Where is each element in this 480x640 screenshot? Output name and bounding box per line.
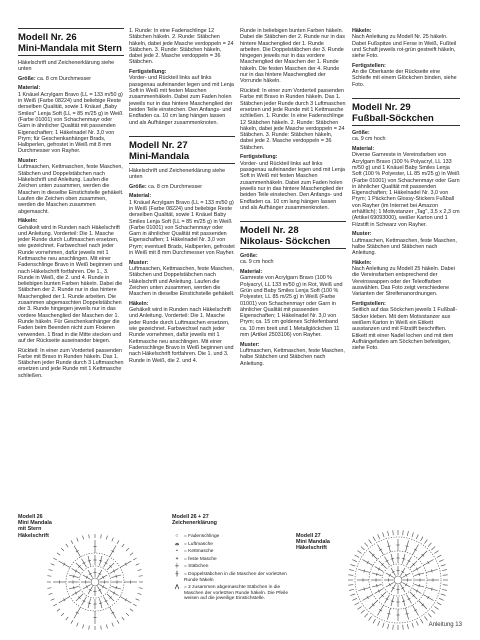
model-28-muster: Muster: Luftmaschen, Kettmaschen, feste Maschen, halbe Stäbchen und Stäbchen nach Anleitung. — [240, 341, 345, 367]
model-26-subtitle: Mini-Mandala mit Stern — [18, 43, 124, 56]
stitch-mark — [437, 603, 441, 606]
stitch-mark — [403, 530, 404, 535]
stitch-mark — [355, 555, 359, 558]
stitch-mark — [361, 547, 365, 550]
stitch-mark — [388, 531, 389, 536]
stitch-mark — [61, 548, 64, 551]
stitch-mark — [358, 551, 362, 554]
legend-symbol-icon: ⋀ — [175, 585, 179, 591]
stitch-mark — [361, 610, 365, 613]
stitch-mark — [369, 616, 372, 620]
stitch-mark — [434, 606, 438, 609]
model-29-haekeln: Häkeln: Nach Anleitung zu Modell 25 häkeln. Dabei die Vereinsfarben entsprechend der Vereinswappen oder der Teleoffarben auswählen. Das Foto zeigt verschiedene Varianten der Streifenanordnungen. — [352, 259, 455, 298]
model-26-rounds: 1. Runde: In eine Fadenschlinge 12 Stäbchen häkeln. 2. Runde: Stäbchen häkeln, dabei jede Masche verdoppeln = 24 Stäbchen. 3. Runde: Stäbchen häkeln, dabei jede 2. Masche verdoppeln = 36 Stäbchen. — [129, 28, 234, 66]
model-27-reference: Häkelschrift und Zeichenerklärung siehe unten — [129, 167, 226, 181]
page-footer: Anleitung 13 — [428, 622, 462, 628]
stitch-mark — [349, 570, 354, 571]
column-3 — [240, 28, 346, 370]
stitch-mark — [122, 544, 124, 547]
stitch-crossbar — [431, 588, 432, 591]
model-26-heading — [18, 28, 124, 56]
stitch-mark — [57, 553, 60, 555]
stitch-mark — [442, 589, 447, 590]
stitch-mark — [434, 551, 438, 554]
model-29-muster: Muster: Luftmaschen, Kettmaschen, feste Maschen, halbe Stäbchen und Stäbchen nach Anleitung. — [352, 231, 457, 257]
stitch-mark — [139, 576, 143, 577]
legend-text: = Luftmasche — [184, 541, 213, 547]
stitch-crossbar — [364, 588, 365, 591]
stitch-crossbar — [73, 586, 74, 589]
stitch-mark — [407, 624, 408, 629]
stitch-mark — [443, 585, 448, 586]
stitch-mark — [112, 538, 114, 542]
legend-row — [172, 534, 292, 540]
stitch-mark — [106, 536, 107, 540]
stitch-mark — [365, 543, 368, 547]
legend-row — [172, 542, 292, 548]
legend-symbol-icon: ╪ — [175, 564, 179, 570]
model-29-size: Größe: ca. 9 cm hoch — [352, 130, 386, 143]
stitch-mark — [407, 531, 408, 536]
legend-text: = Fadenschlinge — [184, 534, 220, 539]
model-26-fertigstellung: Fertigstellung: Vorder- und Rückteil links auf links passgenau aufeinander legen und mit Lenja Soft in Weiß mit festen Maschen zusammenhäkeln. Dabei zum Faden holen jeweils nur in das hintere Maschenglied der beiden Teile einstechen. Den Anfangs- und Endfaden ca. 10 cm lang hängen lassen und als Aufhänger zusammenknoten. — [129, 69, 234, 126]
stitch-mark — [349, 589, 354, 590]
stitch-mark — [77, 623, 79, 627]
stitch-mark — [130, 553, 133, 555]
model-27-material: Material: 1 Knäuel Acrylgarn Bravo (LL = 133 m/50 g) in Weiß (Farbe 08224) und beliebige Reste derselben Qualität, sowie 1 Knäuel Baby Smiles Lenja Soft (LL = 85 m/25 g) in Weiß (Farbe 01001) von Schachenmayr oder Garn in ähnlicher Qualität mit passenden Eigenschaften; 1 Häkelnadel Nr. 3,0 von Prym; eventuell Brads, Halbperlen, gefrostet in Weiß mit 8 mm Durchmesser von Rayher. — [129, 193, 235, 256]
stitch-mark — [89, 626, 90, 630]
stitch-mark — [416, 621, 418, 626]
stitch-mark — [83, 536, 84, 540]
stitch-mark — [71, 620, 73, 623]
model-27-size: Größe: ca. 8 cm Durchmesser — [129, 183, 203, 190]
legend-symbol-icon: + — [175, 556, 179, 562]
model-28-fertigstellen: Fertigstellen: An die Oberkante der Rückseite eine Schleife mit einem Glöckchen binden, siehe Foto. — [352, 62, 457, 88]
model-27-fertigstellung: Fertigstellung: Vorder- und Rückteil links auf links passgenau aufeinander legen und mit Lenja Soft in Weiß mit festen Maschen zusammenhäkeln. Dabei zum Faden holen jeweils nur in das hintere Maschenglied der beiden Teile einstechen. Den Anfangs- und Endfaden ca. 10 cm lang hängen lassen und als Aufhänger zusammenknoten. — [240, 154, 345, 211]
stitch-mark — [61, 613, 64, 616]
stitch-mark — [412, 623, 414, 628]
stitch-mark — [126, 548, 129, 551]
legend-symbol-icon: ○ — [175, 534, 179, 539]
stitch-mark — [421, 619, 424, 623]
stitch-crossbar — [364, 569, 365, 572]
stitch-mark — [378, 534, 380, 539]
model-26-size: Größe: ca. 8 cm Durchmesser — [18, 75, 92, 82]
stitch-mark — [77, 538, 79, 542]
stitch-mark — [365, 613, 368, 617]
stitch-mark — [133, 558, 136, 560]
model-29-heading — [352, 98, 460, 126]
stitch-mark — [383, 623, 385, 628]
stitch-crossbar — [376, 584, 377, 587]
model-26-material: Material: 1 Knäuel Acrylgarn Bravo (LL = 133 m/50 g) in Weiß (Farbe 08224) und beliebige Reste derselben Qualität, sowie 1 Knäuel „Baby Smiles" Lenja Soft (LL = 85 m/25 g) in Weiß (Farbe 01001) von Schachenmayr oder Garn in ähnlicher Qualität mit passenden Eigenschaften; 1 Häkelnadel Nr. 3,0 von Prym; für Geschenkanhänger Brads, Halbperlen, gefrostet in Weiß mit 8 mm Durchmesser von Rayher. — [18, 85, 123, 155]
stitch-mark — [352, 598, 357, 600]
stitch-mark — [428, 613, 431, 617]
stitch-mark — [83, 625, 84, 629]
stitch-mark — [133, 604, 136, 606]
model-29-subtitle: Fußball-Söckchen — [352, 113, 460, 126]
model-28-title: Modell Nr. 28 — [240, 225, 299, 237]
stitch-mark — [101, 626, 102, 630]
model-28-heading — [240, 221, 346, 249]
stitch-mark — [53, 558, 56, 560]
crochet-chart-26 — [30, 522, 160, 637]
stitch-mark — [369, 540, 372, 544]
model-27-title: Modell Nr. 27 — [129, 139, 188, 151]
model-28-haekeln: Häkeln: Nach Anleitung zu Modell Nr. 25 häkeln. Dabei Fußspitze und Ferse in Weiß, Fußteil und Schaft jeweils rot-grün gestreift häkeln, siehe Foto. — [352, 28, 457, 60]
stitch-crossbar — [387, 613, 390, 614]
stitch-mark — [412, 532, 414, 537]
stitch-crossbar — [406, 546, 409, 547]
model-28-material: Material: Gamreste von Acrylgarn Bravo (100 % Polyacryl, LL 133 m/50 g) in Rot, Weiß und Grün und Baby Smiles Lenja Soft (100 % Polyester, LL 85 m/25 g) in Weiß (Farbe 01001) von Schachenmayr oder Garn in ähnlicher Qualität mit passenden Eigenschaften; 1 Häkelnadel Nr. 3,0 von Prym; ca. 15 cm goldenes Schleifenband ca. 10 mm breit und 1 Metallglöckchen 11 mm (Artikel 2503106) von Rayher. — [240, 269, 343, 339]
magic-ring-icon — [394, 576, 402, 584]
stitch-crossbar — [402, 558, 405, 559]
model-29-fertigstellen: Fertigstellen: Seitlich auf das Söckchen jeweils 1 Fußball-Sticker kleben. Mit dem Motivstanzer aus weißem Karton in Weiß ein Etikett ausstanzen und mit Filzstift beschriften. Etikett mit einer Nadel lochen und mit dem Aufhängefaden am Söckchen befestigen, siehe Foto. — [352, 301, 458, 352]
legend-text: = Stäbchen — [184, 564, 209, 570]
stitch-mark — [373, 537, 376, 541]
stitch-mark — [431, 547, 435, 550]
stitch-crossbar — [391, 558, 394, 559]
diagram-26-label: Modell 26 Mini Mandala mit Stern Häkelschrift — [18, 514, 52, 539]
stitch-crossbar — [88, 560, 91, 561]
stitch-crossbar — [402, 601, 405, 602]
stitch-mark — [358, 606, 362, 609]
diagram-legend-label: Modell 26 + 27 Zeichenerklärung — [172, 514, 217, 527]
legend-text: = Kettmasche — [184, 549, 214, 555]
stitch-mark — [352, 560, 357, 562]
model-29-material: Material: Diverse Garnreste in Vereinsfarben von Acrylgarn Bravo (100 % Polyacryl, LL 133 m/50 g) und 1 Knäuel Baby Smiles Lenja Soft (100 % Polyester, LL 85 m/25 g) in Weiß (Farbe 01001) von Schachenmayr oder Garn in ähnlicher Qualität mit passenden Eigenschaften; 1 Häkelnadel Nr. 3,0 von Prym; 1 Päckchen Glossy-Stickers Fußball von Rayher (im Internet bei Amazon erhältlich); 1 Motivstanzer „Tag", 3,5 x 2,3 cm (Artikel 69093000), weißer Karton und 1 Filzstift in Schwarz von Rayher. — [352, 146, 460, 228]
model-27-subtitle: Mini-Mandala — [129, 151, 235, 164]
model-28-subtitle: Nikolaus- Söckchen — [240, 236, 346, 249]
model-26-reference: Häkelschrift und Zeichenerklärung siehe unten — [18, 60, 115, 73]
stitch-crossbar — [116, 586, 117, 589]
stitch-mark — [355, 603, 359, 606]
stitch-mark — [47, 588, 51, 589]
stitch-mark — [441, 594, 446, 596]
stitch-mark — [139, 588, 143, 589]
stitch-mark — [378, 621, 380, 626]
model-26-rueckteil: Rückteil: In einer zum Vorderteil passenden Farbe mit Bravo in Runden häkeln. Das 1. Stäbchen jeder Runde durch 3 Luftmaschen ersetzen und jede Runde mit 1 Kettmasche schließen. — [18, 347, 124, 379]
model-27-rueckteil: Rückteil: In einer zum Vorderteil passenden Farbe mit Bravo in Runden häkeln. Das 1. Stäbchen jeder Runde durch 3 Luftmaschen ersetzen und jede Runde mit 1 Kettmasche schließen. 1. Runde: In eine Fadenschlinge 12 Stäbchen häkeln. 2. Runde: Stäbchen häkeln, dabei jede Masche verdoppeln = 24 Stäbchen. 3. Runde: Stäbchen häkeln, dabei jede 2. Masche verdoppeln = 36 Stäbchen. — [240, 88, 346, 151]
stitch-mark — [439, 598, 444, 600]
stitch-mark — [439, 560, 444, 562]
magic-ring-icon — [91, 578, 99, 586]
stitch-crossbar — [406, 613, 409, 614]
stitch-mark — [136, 564, 140, 566]
stitch-mark — [112, 623, 114, 627]
diagram-27-label: Modell 27 Mini Mandala Häkelschrift — [296, 533, 330, 552]
stitch-mark — [89, 534, 90, 538]
legend-symbol-icon: • — [176, 549, 178, 555]
stitch-mark — [388, 624, 389, 629]
legend-text: = Doppelstäbchen in die Maschen der vorletzten Runde häkeln — [184, 571, 287, 583]
stitch-crossbar — [431, 569, 432, 572]
stitch-mark — [106, 625, 107, 629]
stitch-mark — [71, 540, 73, 543]
model-27-heading — [129, 136, 235, 164]
stitch-mark — [441, 565, 446, 567]
stitch-mark — [393, 530, 394, 535]
column-4 — [352, 28, 460, 355]
stitch-mark — [117, 620, 119, 623]
stitch-mark — [393, 625, 394, 630]
stitch-mark — [136, 599, 140, 601]
stitch-mark — [57, 609, 60, 611]
stitch-mark — [437, 555, 441, 558]
stitch-mark — [373, 619, 376, 623]
stitch-crossbar — [419, 573, 420, 576]
legend-row — [172, 549, 292, 555]
model-26-muster: Muster: Luftmaschen, Kettmaschen, feste Maschen, Stäbchen und Doppelstäbchen nach Häkelschrift und Anleitung. Laufen die Zeichen unten zusammen, werden die Maschen in dieselbe Einstichstelle gehäkelt. Laufen die Zeichen oben zusammen, werden die Maschen zusammen abgemascht. — [18, 158, 124, 215]
legend-row — [172, 585, 292, 602]
stitch-mark — [47, 576, 51, 577]
stitch-mark — [66, 617, 68, 620]
model-29-title: Modell Nr. 29 — [352, 102, 411, 114]
stitch-mark — [421, 537, 424, 541]
legend-symbol-icon: ⌓ — [175, 541, 179, 547]
model-28-size: Größe: ca. 9 cm hoch — [240, 253, 274, 266]
model-26-haekeln: Häkeln: Gehäkelt wird in Runden nach Häkelschrift und Anleitung. Vorderteil: Die 1. Masche jeder Runde durch Luftmaschen ersetzen, wie gezeichnet. Farbwechsel nach jeder Runde vornehmen, dafür jeweils mit 1 Kettmasche neu anschlingen. Mit einer Fadenschlinge Bravo in Weiß beginnen und nach Häkelschrift fortfahren. Die 1., 3. Runde in Weiß, die 2. und 4. Runde in beliebigen bunten Farben häkeln. Dabei die Stäbchen der 2. Runde nur in das hintere Maschenglied der 1. Runde arbeiten. Die zusammen abgemaschten Doppelstäbchen der 3. Runde hingegen jeweils nur in das vordere Maschenglied der Maschen der 1. Runde häkeln. Für Geschenkanhänger die Faden beim Beenden nicht zum Fixieren verwenden. 1 Brad in die Mitte stecken und auf der Rückseite auseinander biegen. — [18, 218, 123, 344]
stitch-mark — [348, 575, 353, 576]
stitch-mark — [424, 616, 427, 620]
column-1 — [18, 28, 124, 382]
stitch-mark — [383, 532, 385, 537]
stitch-crossbar — [99, 603, 102, 604]
stitch-mark — [130, 609, 133, 611]
stitch-crossbar — [376, 573, 377, 576]
stitch-mark — [51, 599, 55, 601]
stitch-crossbar — [88, 603, 91, 604]
stitch-crossbar — [419, 584, 420, 587]
stitch-mark — [443, 575, 448, 576]
stitch-crossbar — [73, 575, 74, 578]
legend-symbol-icon: ╫ — [175, 571, 179, 577]
stitch-mark — [424, 540, 427, 544]
symbol-legend — [172, 534, 292, 604]
stitch-mark — [101, 534, 102, 538]
legend-row — [172, 564, 292, 570]
legend-text: = feste Masche — [184, 556, 217, 562]
stitch-mark — [138, 593, 142, 594]
stitch-mark — [49, 593, 53, 594]
stitch-crossbar — [391, 601, 394, 602]
legend-row — [172, 557, 292, 563]
model-27-haekeln: Häkeln: Gehäkelt wird in Runden nach Häkelschrift und Anleitung. Vorderteil: Die 1. Masche jeder Runde durch Luftmaschen ersetzen, wie gezeichnet. Farbwechsel nach jeder Runde vornehmen, dafür jeweils mit 1 Kettmasche neu anschlingen. Mit einer Fadenschlinge Bravo in Weiß beginnen und nach Häkelschrift fortfahren. Die 1. und 3. Runde in Weiß, die 2. und 4. — [129, 300, 234, 364]
stitch-mark — [53, 604, 56, 606]
stitch-mark — [348, 585, 353, 586]
model-26-title: Modell Nr. 26 — [18, 32, 77, 43]
stitch-mark — [442, 570, 447, 571]
stitch-mark — [428, 543, 431, 547]
stitch-crossbar — [99, 560, 102, 561]
column-2 — [129, 28, 235, 367]
stitch-mark — [117, 540, 119, 543]
stitch-mark — [126, 613, 129, 616]
stitch-mark — [350, 565, 355, 567]
stitch-mark — [403, 625, 404, 630]
crochet-chart-27 — [326, 520, 466, 635]
stitch-crossbar — [116, 575, 117, 578]
model-27-continued: Runde in beliebigen bunten Farben häkeln. Dabei die Stäbchen der 2. Runde nur in das hintere Maschenglied der 1. Runde arbeiten. Die Doppelstäbchen der 3. Runde hingegen jeweils nur in das vordere Maschenglied der Maschen der 1. Runde häkeln. Die festen Maschen der 4. Runde nur in das hintere Maschenglied der Vorrunde häkeln. — [240, 28, 345, 85]
stitch-mark — [51, 564, 55, 566]
stitch-mark — [66, 544, 68, 547]
legend-text: = 2 zusammen abgemaschte Stäbchen in die Maschen der vorletzten Runde häkeln. Die Pfeile weisen auf die jeweilige Einstichstelle. — [184, 585, 288, 602]
stitch-mark — [431, 610, 435, 613]
stitch-mark — [122, 617, 124, 620]
stitch-mark — [138, 570, 142, 571]
stitch-mark — [350, 594, 355, 596]
stitch-crossbar — [387, 546, 390, 547]
model-27-muster: Muster: Luftmaschen, Kettmaschen, feste Maschen, Stäbchen und Doppelstäbchen nach Häkelschrift und Anleitung. Laufen die Zeichen unten zusammen, werden die Maschen in dieselbe Einstichstelle gehäkelt. — [129, 259, 235, 298]
legend-row — [172, 572, 292, 583]
stitch-mark — [416, 534, 418, 539]
stitch-mark — [49, 570, 53, 571]
